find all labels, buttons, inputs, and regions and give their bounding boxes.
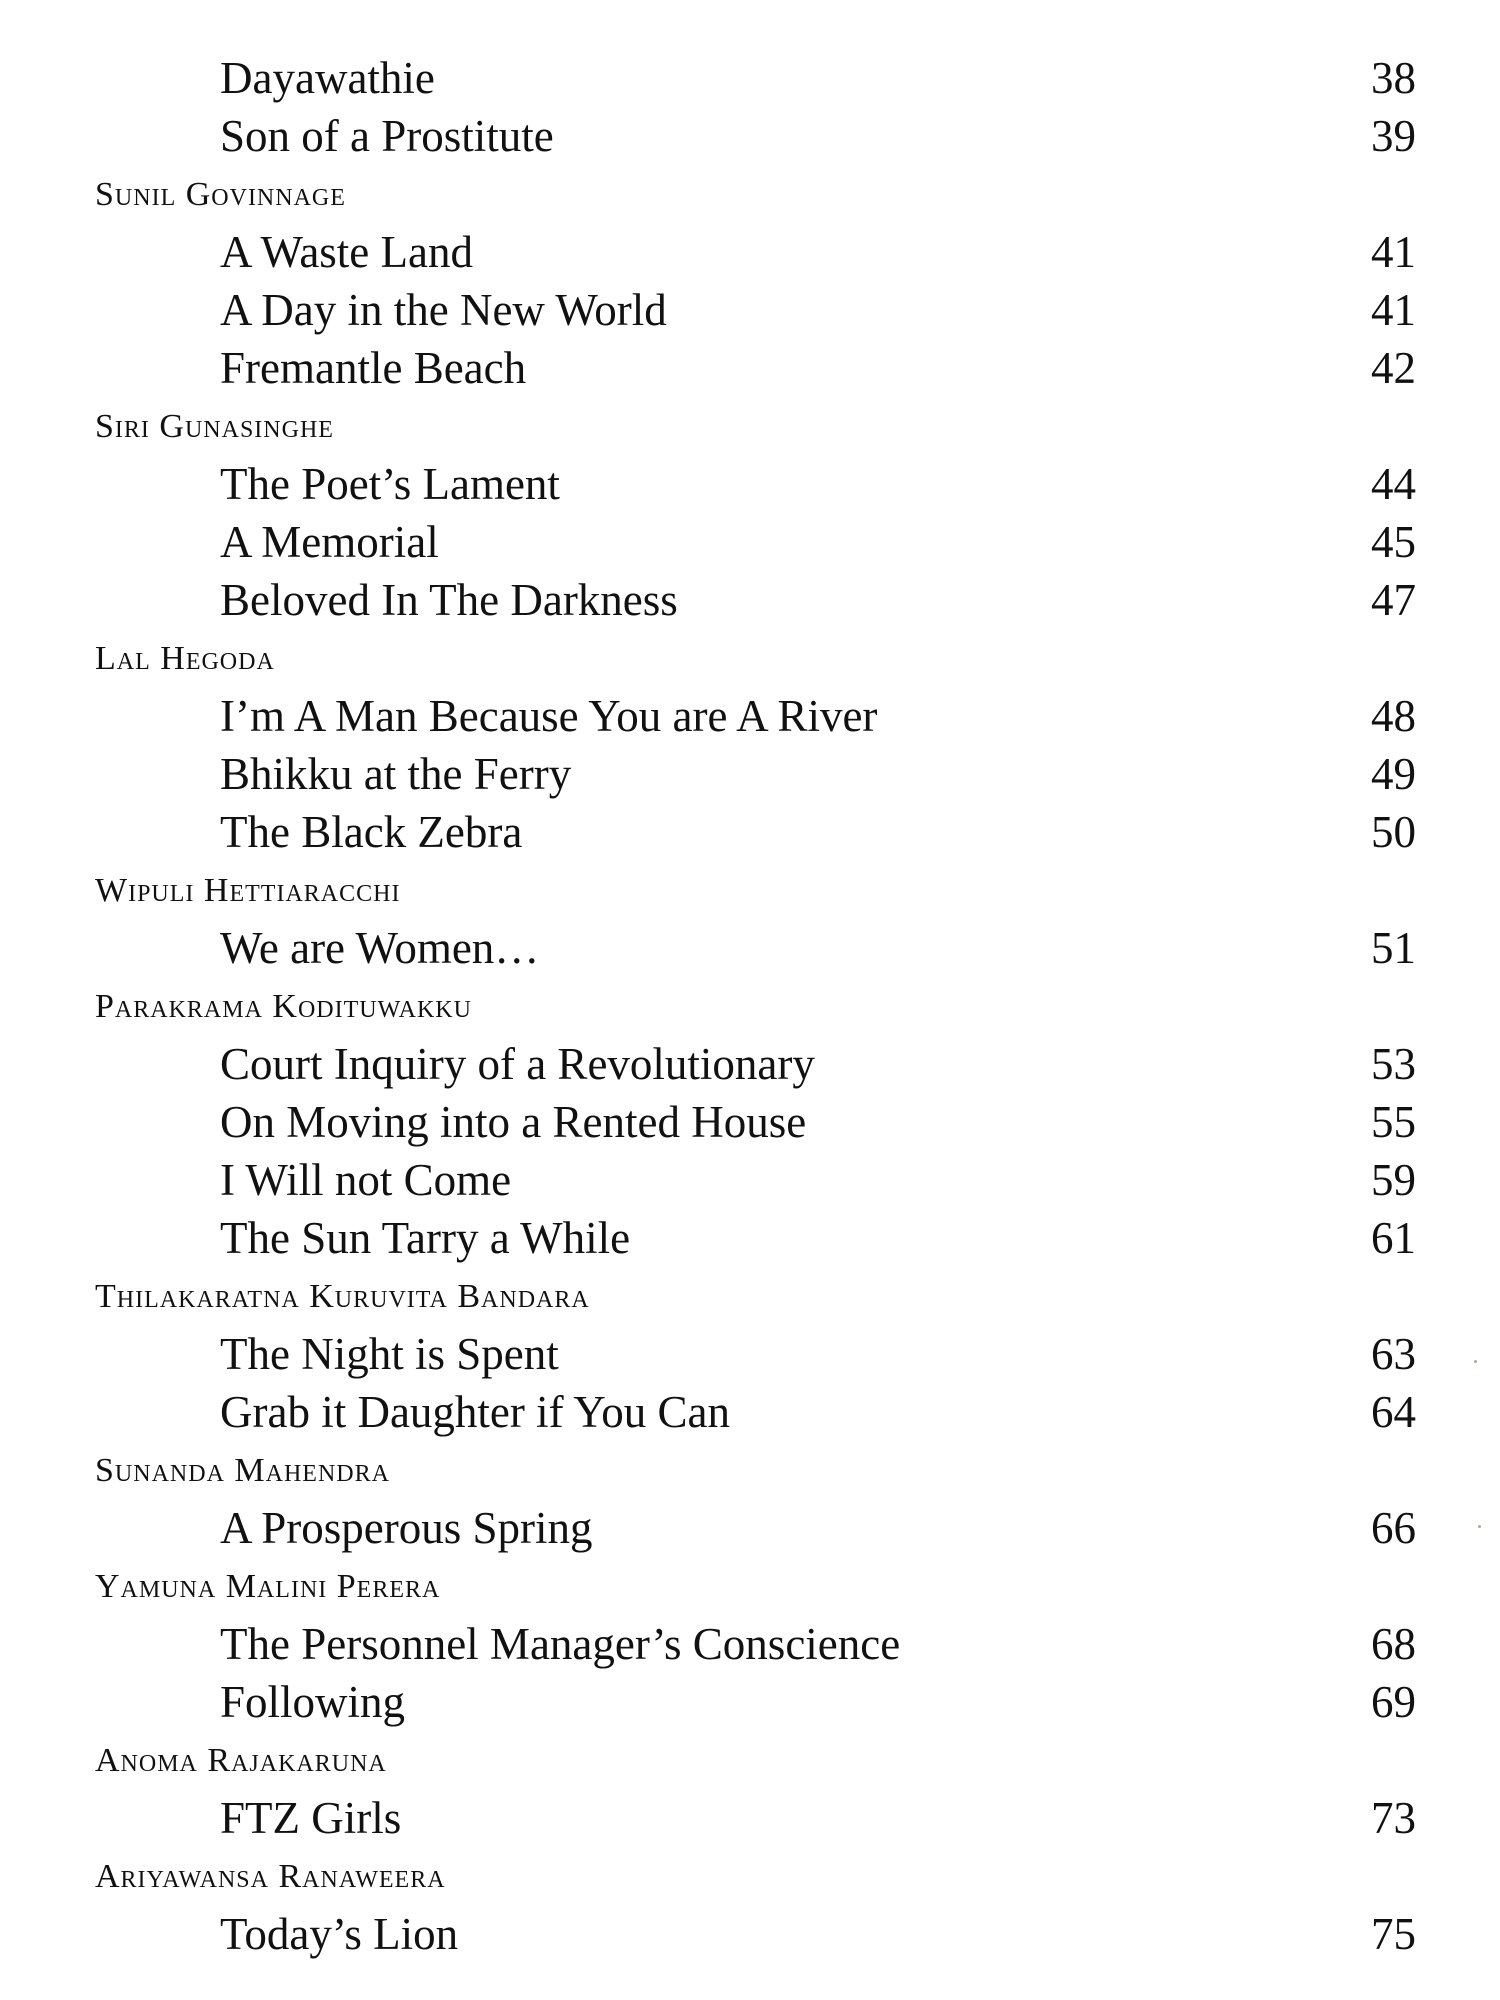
poem-entry <box>0 574 1500 632</box>
author-name: Thilakaratna Kuruvita Bandara <box>95 1278 590 1315</box>
poem-title: The Poet’s Lament <box>220 459 560 509</box>
page-number: 41 <box>1371 285 1416 335</box>
author-name: Ariyawansa Ranaweera <box>95 1858 446 1895</box>
page-number: 42 <box>1371 343 1416 393</box>
author-row <box>0 1444 1500 1502</box>
paper-speck <box>1474 1360 1477 1363</box>
poem-title: Today’s Lion <box>220 1909 459 1959</box>
page-number: 53 <box>1371 1039 1416 1089</box>
poem-entry <box>0 458 1500 516</box>
poem-entry <box>0 1038 1500 1096</box>
author-row <box>0 980 1500 1038</box>
page-number: 75 <box>1371 1909 1416 1959</box>
poem-title: The Black Zebra <box>220 807 523 857</box>
poem-entry <box>0 226 1500 284</box>
poem-title: Fremantle Beach <box>220 343 527 393</box>
page-number: 41 <box>1371 227 1416 277</box>
page-number: 63 <box>1371 1329 1416 1379</box>
author-name: Yamuna Malini Perera <box>95 1568 441 1605</box>
poem-entry <box>0 1908 1500 1966</box>
poem-title: Dayawathie <box>220 53 435 103</box>
poem-entry <box>0 342 1500 400</box>
poem-entry <box>0 1212 1500 1270</box>
author-row <box>0 632 1500 690</box>
author-row <box>0 864 1500 922</box>
poem-entry <box>0 922 1500 980</box>
poem-title: A Day in the New World <box>220 285 667 335</box>
page-number: 44 <box>1371 459 1416 509</box>
poem-title: Son of a Prostitute <box>220 111 554 161</box>
page-number: 45 <box>1371 517 1416 567</box>
poem-entry <box>0 1792 1500 1850</box>
poem-entry <box>0 806 1500 864</box>
poem-title: Court Inquiry of a Revolutionary <box>220 1039 815 1089</box>
author-name: Wipuli Hettiaracchi <box>95 872 401 909</box>
poem-title: On Moving into a Rented House <box>220 1097 807 1147</box>
page-number: 49 <box>1371 749 1416 799</box>
poem-entry <box>0 1096 1500 1154</box>
poem-title: A Memorial <box>220 517 439 567</box>
author-row <box>0 400 1500 458</box>
poem-title: A Prosperous Spring <box>220 1503 593 1553</box>
poem-title: FTZ Girls <box>220 1793 402 1843</box>
poem-title: I Will not Come <box>220 1155 512 1205</box>
author-name: Siri Gunasinghe <box>95 408 334 445</box>
author-row <box>0 1270 1500 1328</box>
page-number: 39 <box>1371 111 1416 161</box>
author-name: Anoma Rajakaruna <box>95 1742 387 1779</box>
poem-entry <box>0 1386 1500 1444</box>
poem-entry <box>0 1502 1500 1560</box>
page-number: 59 <box>1371 1155 1416 1205</box>
page-number: 66 <box>1371 1503 1416 1553</box>
page-number: 64 <box>1371 1387 1416 1437</box>
poem-title: We are Women… <box>220 923 540 973</box>
page-number: 73 <box>1371 1793 1416 1843</box>
poem-entry <box>0 1618 1500 1676</box>
author-row <box>0 1734 1500 1792</box>
poem-entry <box>0 52 1500 110</box>
author-name: Sunanda Mahendra <box>95 1452 390 1489</box>
poem-entry <box>0 1154 1500 1212</box>
poem-title: Following <box>220 1677 406 1727</box>
poem-title: I’m A Man Because You are A River <box>220 691 878 741</box>
poem-title: Grab it Daughter if You Can <box>220 1387 730 1437</box>
page-number: 38 <box>1371 53 1416 103</box>
page-number: 48 <box>1371 691 1416 741</box>
author-name: Sunil Govinnage <box>95 176 346 213</box>
page-number: 69 <box>1371 1677 1416 1727</box>
poem-title: A Waste Land <box>220 227 473 277</box>
page-number: 68 <box>1371 1619 1416 1669</box>
poem-entry <box>0 1328 1500 1386</box>
poem-entry <box>0 284 1500 342</box>
page-number: 55 <box>1371 1097 1416 1147</box>
author-row <box>0 1850 1500 1908</box>
poem-entry <box>0 110 1500 168</box>
poem-entry <box>0 516 1500 574</box>
poem-title: Beloved In The Darkness <box>220 575 678 625</box>
poem-title: The Night is Spent <box>220 1329 559 1379</box>
table-of-contents <box>0 52 1500 1966</box>
paper-speck <box>1478 1525 1481 1528</box>
page-number: 47 <box>1371 575 1416 625</box>
author-row <box>0 168 1500 226</box>
poem-entry <box>0 748 1500 806</box>
author-name: Parakrama Kodituwakku <box>95 988 472 1025</box>
poem-title: The Sun Tarry a While <box>220 1213 631 1263</box>
author-row <box>0 1560 1500 1618</box>
poem-title: The Personnel Manager’s Conscience <box>220 1619 901 1669</box>
page-number: 61 <box>1371 1213 1416 1263</box>
page-number: 50 <box>1371 807 1416 857</box>
page-number: 51 <box>1371 923 1416 973</box>
poem-entry <box>0 1676 1500 1734</box>
poem-entry <box>0 690 1500 748</box>
author-name: Lal Hegoda <box>95 640 275 677</box>
poem-title: Bhikku at the Ferry <box>220 749 572 799</box>
